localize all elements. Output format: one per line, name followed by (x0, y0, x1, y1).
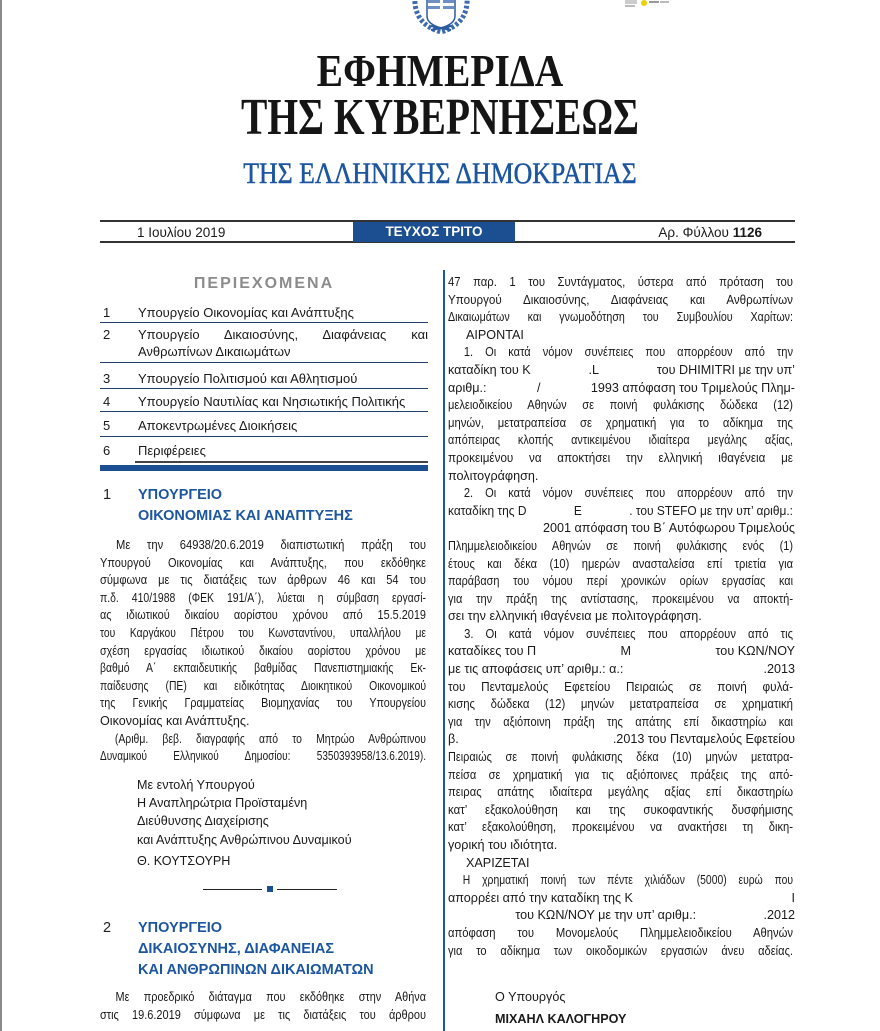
text-line: 1. Οι κατά νόμον συνέπειες που απορρέουν από την (463, 345, 793, 360)
signatory-name: Θ. ΚΟΥΤΣΟΥΡΗ (137, 853, 231, 868)
section-2-signature (495, 986, 626, 1030)
text-line (448, 731, 795, 749)
text-line: (Αριθμ. βεβ. διαγραφής από το Μητρώο Ανθρώπινου (114, 731, 426, 746)
text-segment: β. (448, 732, 459, 747)
sheet-number-value: 1126 (732, 225, 762, 240)
sheet-label: Αρ. Φύλλου (658, 225, 729, 240)
section-2-body (448, 274, 795, 960)
text-line: Πειραιώς σε ποινή φυλάκισης δέκα (10) μηνών μετατρα- (448, 750, 793, 765)
text-line: απόπειρας κλοπής αντικειμένου ιδιαίτερα μεγάλης αξίας, (448, 433, 793, 448)
text-segment: .L (588, 362, 600, 377)
paragraph (448, 626, 795, 855)
text-line: Υπουργού Δικαιοσύνης, Διαφάνειας και Ανθρωπίνων (448, 292, 793, 307)
contents-item[interactable] (100, 412, 428, 437)
contents-title: ΠΕΡΙΕΧΟΜΕΝΑ (193, 275, 335, 292)
gazette-title-line2: ΤΗΣ ΚΥΒΕΡΝΗΣΕΩΣ (241, 89, 639, 146)
text-line: Υπουργού Οικονομίας και Ανάπτυξης, που εκδόθηκε (100, 555, 426, 570)
section-1-signature (137, 776, 352, 870)
signature-line: Με εντολή Υπουργού (137, 778, 255, 792)
contents-item-number: 5 (103, 418, 111, 433)
text-line: 2. Οι κατά νόμον συνέπειες που απορρέουν από την (463, 486, 793, 501)
text-segment: 2001 απόφαση του Β΄ Αυτόφωρου Τριμελούς (543, 521, 795, 536)
text-segment: . του STEFO με την υπ’ αριθμ.: (629, 503, 793, 518)
contents-item-label: Υπουργείο Δικαιοσύνης, Διαφάνειας και Ανθρωπίνων Δικαιωμάτων (138, 327, 428, 359)
section-1-body (100, 537, 428, 766)
paragraph (448, 344, 795, 485)
text-line: σχέση εργασίας ιδιωτικού δικαίου αορίστου χρόνου με (100, 643, 426, 658)
contents-item-number: 3 (103, 371, 111, 386)
text-line: του Πενταμελούς Εφετείου Πειραιώς σε ποινή φυλά- (448, 679, 793, 694)
text-line (448, 890, 795, 908)
text-line: Με την 64938/20.6.2019 διαπιστωτική πράξη του (116, 538, 426, 552)
text-line: 47 παρ. 1 του Συντάγματος, ύστερα από πρόταση του (448, 275, 793, 289)
text-segment: καταδίκη της D (448, 503, 527, 518)
text-line: σει την ελληνική ιθαγένεια με πολιτογράφηση. (448, 609, 702, 624)
text-segment: καταδίκες του Π (448, 644, 537, 659)
text-line: κατ’ εξακολούθηση και της συκοφαντικής δυσφήμισης (448, 802, 793, 817)
text-segment: / (536, 380, 541, 395)
section-heading-line: ΔΙΚΑΙΟΣΥΝΗΣ, ΔΙΑΦΑΝΕΙΑΣ (138, 941, 335, 957)
text-segment: .2012 (763, 908, 795, 923)
text-segment: αριθμ.: (448, 380, 487, 395)
coat-of-arms-icon (405, 0, 477, 36)
paragraph (100, 731, 428, 766)
text-line: απόφαση του Μονομελούς Πλημμελειοδικείου Αθηνών (448, 925, 793, 940)
contents-item-label: Υπουργείο Οικονομίας και Ανάπτυξης (138, 305, 354, 320)
paragraph (448, 872, 795, 960)
text-line: του Καργάκου Πέτρου του Κωνσταντίνου, υπαλλήλου με (100, 625, 426, 640)
contents-item[interactable] (100, 363, 428, 389)
text-line (448, 362, 795, 380)
text-line: για το αδίκημα των οικοδομικών εργασιών άνευ αδείας. (448, 943, 793, 958)
text-line (448, 643, 795, 661)
contents-underline (135, 461, 428, 463)
text-line: σύμφωνα με τις διατάξεις των άρθρων 46 και 54 του (100, 573, 426, 588)
text-line: προκειμένου να αποκτήσει την ελληνική ιθαγένεια με (448, 450, 793, 465)
text-line: έτους και δέκα (10) ημερών ανασταλείσα επί τριετία για (448, 556, 793, 571)
text-segment: του DHIMITRI με την υπ’ (656, 362, 795, 377)
text-line: Οικονομίας και Ανάπτυξης. (100, 713, 250, 728)
text-segment: του ΚΩΝ/ΝΟΥ (715, 644, 795, 659)
section-1-heading (100, 485, 428, 527)
text-segment: E (573, 503, 582, 518)
contents-item-label: Περιφέρειες (138, 443, 206, 458)
gazette-title: ΕΦΗΜΕΡΙΔΑ (316, 45, 564, 96)
contents-item[interactable] (100, 323, 428, 363)
text-line: μηνών, μετατραπείσα σε χρηματική για το αδίκημα της (448, 415, 793, 430)
page-edge (0, 0, 2, 1031)
text-line (448, 661, 795, 679)
section-heading-line: ΚΑΙ ΑΝΘΡΩΠΙΝΩΝ ΔΙΚΑΙΩΜΑΤΩΝ (138, 962, 374, 978)
text-line: πολιτογράφηση. (448, 468, 539, 483)
section-number: 2 (103, 920, 112, 936)
contents-list (100, 300, 428, 462)
text-line: μελειοδικείου Αθηνών σε ποινή φυλάκισης δώδεκα (12) (448, 398, 793, 413)
text-line: της Γενικής Γραμματείας Βιομηχανίας του Υπουργείου (100, 696, 426, 711)
text-segment: .2013 του Πενταμελούς Εφετείου (612, 732, 795, 747)
text-line: πειρας απάτης ιδιαίτερα μεγάλης αξίας επί δικαστηρίω (448, 785, 793, 800)
paragraph (100, 989, 428, 1024)
contents-item-label: Αποκεντρωμένες Διοικήσεις (138, 418, 298, 433)
column-divider (443, 270, 445, 1031)
contents-item-label: Υπουργείο Ναυτιλίας και Νησιωτικής Πολιτικής (138, 394, 406, 409)
contents-item[interactable] (100, 437, 428, 462)
text-line: ΑΙΡΟΝΤΑΙ (466, 327, 524, 342)
text-line (448, 907, 795, 925)
text-line: κισης δώδεκα (12) μηνών μετατραπείσα σε χρηματική (448, 697, 793, 712)
contents-bottom-bar (100, 465, 428, 471)
text-line (448, 520, 795, 538)
text-line (448, 380, 795, 398)
section-heading-line: ΥΠΟΥΡΓΕΙΟ (138, 487, 223, 503)
text-line: για την πράξη της αντίστασης, προκειμένου να αποκτή- (448, 591, 793, 606)
signature-line: Η Αναπληρώτρια Προϊσταμένη (137, 796, 308, 811)
contents-item-label: Υπουργείο Πολιτισμού και Αθλητισμού (138, 371, 358, 386)
section-2-heading (100, 918, 428, 981)
section-heading-line: ΟΙΚΟΝΟΜΙΑΣ ΚΑΙ ΑΝΑΠΤΥΞΗΣ (138, 508, 353, 524)
text-segment: Ι (791, 890, 795, 905)
contents-item-number: 4 (103, 394, 111, 409)
contents-item-number: 6 (103, 443, 111, 458)
text-line: για την αξιόποινη πράξη της απάτης επί δικαστηρίω και (448, 714, 793, 729)
contents-item[interactable] (100, 300, 428, 323)
paragraph (448, 274, 795, 327)
text-segment: καταδίκη του Κ (448, 362, 531, 377)
text-line: Η χρηματική ποινή των πέντε χιλιάδων (5000) ευρώ που (462, 873, 793, 888)
contents-item-number: 2 (103, 327, 111, 342)
text-segment: Μ (620, 644, 632, 659)
section-2-intro (100, 989, 428, 1024)
text-segment: με τις αποφάσεις υπ’ αριθμ.: α.: (448, 662, 624, 677)
signature-line: Διεύθυνσης Διαχείρισης (137, 814, 269, 829)
paragraph (448, 327, 795, 345)
text-segment: απορρέει από την καταδίκη της Κ (448, 890, 633, 905)
text-line: γορική του ιδιότητα. (448, 838, 558, 852)
text-segment: .2013 (763, 662, 795, 677)
text-line: Δυναμικού Ελληνικού Δημοσίου: 5350393958/13.6.2019). (100, 749, 426, 764)
paragraph (448, 855, 795, 873)
text-line: στις 19.6.2019 σύμφωνα με τις διατάξεις του άρθρου (100, 1007, 426, 1022)
text-line: Με προεδρικό διάταγμα που εκδόθηκε στην Αθήνα (115, 990, 427, 1004)
issue-date: 1 Ιουλίου 2019 (137, 225, 226, 240)
contents-item[interactable] (100, 389, 428, 412)
section-number: 1 (103, 487, 112, 503)
section-heading-line: ΥΠΟΥΡΓΕΙΟ (138, 920, 223, 936)
text-line (448, 503, 793, 521)
contents-item-number: 1 (103, 305, 111, 320)
text-line: παράβαση του νόμου περί χρονικών ορίων εργασίας και (448, 574, 793, 589)
text-line: 3. Οι κατά νόμον συνέπειες που απορρέουν από τις (464, 626, 793, 641)
text-line: ας ιδιωτικού δικαίου αορίστου χρόνου από 15.5.2019 (100, 608, 426, 623)
text-line: κατ’ εξακολούθηση, προκειμένου να ανακτήσει τη δικη- (448, 820, 793, 835)
gazette-subtitle: ΤΗΣ ΕΛΛΗΝΙΚΗΣ ΔΗΜΟΚΡΑΤΙΑΣ (243, 157, 637, 190)
separator-square-icon (267, 886, 273, 892)
text-line: παίδευσης (ΠΕ) και ειδικότητας Διοικητικού Οικονομικού (100, 678, 426, 693)
signatory-title: Ο Υπουργός (495, 990, 566, 1004)
text-line: Πλημμελειοδικείου Αθηνών σε ποινή φυλάκισης ενός (1) (448, 538, 793, 553)
signature-line: και Ανάπτυξης Ανθρώπινου Δυναμικού (137, 832, 352, 847)
paragraph (100, 537, 428, 731)
sheet-number (658, 224, 762, 241)
text-line: ΧΑΡΙΖΕΤΑΙ (466, 855, 530, 870)
paragraph (448, 485, 795, 626)
text-segment: 1993 απόφαση του Τριμελούς Πλημ- (590, 380, 795, 395)
text-line: βαθμό Α΄ εκπαιδευτικής βαθμίδας Πανεπιστημιακής Εκ- (100, 661, 426, 676)
text-segment: του ΚΩΝ/ΝΟΥ με την υπ’ αριθμ.: (515, 908, 697, 923)
signatory-name: ΜΙΧΑΗΛ ΚΑΛΟΓΗΡΟΥ (495, 1012, 627, 1026)
issue-type-badge: ΤΕΥΧΟΣ ΤΡΙΤΟ (353, 222, 515, 242)
text-line: π.δ. 410/1988 (ΦΕΚ 191/Α΄), λύεται η σύμβαση εργασί- (100, 590, 426, 605)
publisher-logo-icon (625, 0, 670, 9)
text-line: Δικαιωμάτων και γνωμοδότηση του Συμβουλίου Χαρίτων: (448, 310, 793, 325)
text-line: πείσα σε χρηματική για τις αξιόποινες πράξεις της από- (448, 767, 793, 782)
